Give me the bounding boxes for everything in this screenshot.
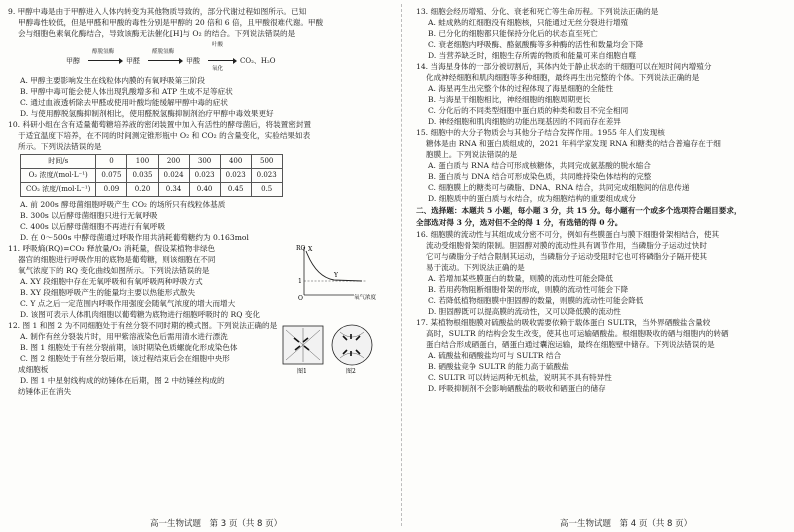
q17-option-b: B. 硒酸盐竞争 SULTR 的能力高于硫酸盐 xyxy=(428,362,569,371)
rq-point-x: X xyxy=(308,246,313,253)
q9-option-c: C. 通过血液透析除去甲醛或使用叶酸均能缓解甲醇中毒的症状 xyxy=(20,98,228,107)
q13-option-a: A. 蛙成熟的红细胞没有细胞核，只能通过无丝分裂进行增殖 xyxy=(428,18,629,27)
q16-option-c: C. 若降低植物细胞膜中胆固醇的数量，则膜的流动性可能会降低 xyxy=(428,296,644,305)
table-header-cell: 500 xyxy=(251,155,282,169)
pathway-node-products: CO₂、H₂O xyxy=(240,57,276,65)
q17-option-c: C. SULTR 可以转运两种无机盐，说明其不具有特异性 xyxy=(428,373,612,382)
q11-option-d: D. 该图可表示人体肌肉细胞以葡萄糖为底物进行细胞呼吸时的 RQ 变化 xyxy=(20,310,261,319)
q14-option-b: B. 与海星干细胞相比，神经细胞的细胞周期更长 xyxy=(428,95,591,104)
page-3-footer: 高一生物试题 第 3 页（共 8 页） xyxy=(150,519,283,529)
q17-stem-line1: 17. 某植物根细胞膜对硫酸盐的吸收需要依赖于载体蛋白 SULTR，当外界硒酸盐含量较 xyxy=(416,318,711,327)
q16-stem-line4: 易于流动。下列说法正确的是 xyxy=(426,263,525,272)
rq-y-label: RQ xyxy=(296,245,306,252)
table-cell: 0.023 xyxy=(220,169,251,183)
table-header-cell: 时间/s xyxy=(21,155,96,169)
question-11 xyxy=(8,243,380,320)
table-cell: 0.34 xyxy=(158,183,189,197)
q9-stem-line1: 9. 甲醇中毒是由于甲醇进入人体内转变为其他物质导致的，部分代谢过程如图所示。已知 xyxy=(8,7,307,16)
q16-option-a: A. 若增加某些膜蛋白的数量，则膜的流动性可能会降低 xyxy=(428,274,613,283)
q12-option-d: D. 图 1 中星射线构成的纺锤体在后期，图 2 中纺锤丝构成的 xyxy=(20,376,225,385)
q10-data-table xyxy=(20,154,283,197)
page-4-footer: 高一生物试题 第 4 页（共 8 页） xyxy=(560,519,693,529)
pathway-arrow-2 xyxy=(148,60,182,61)
q15-option-d: D. 细胞质中的蛋白质与水结合，成为细胞结构的重要组成成分 xyxy=(428,194,637,203)
q10-option-c: C. 400s 以后酵母菌细胞不再进行有氧呼吸 xyxy=(20,222,166,231)
q14-option-d: D. 神经细胞和肌肉细胞的功能出现基因的不同而存在差异 xyxy=(428,117,621,126)
pathway-node-formic-acid: 甲酸 xyxy=(186,57,200,65)
question-10 xyxy=(8,119,380,243)
table-header-cell: 100 xyxy=(127,155,158,169)
question-16 xyxy=(416,229,788,317)
table-cell: 0.09 xyxy=(96,183,127,197)
page-4-column xyxy=(416,6,788,514)
pathway-arrow-3 xyxy=(208,60,236,61)
q14-stem-line2: 化成神经细胞和肌肉细胞等多种细胞，最终再生出完整的个体。下列说法正确的是 xyxy=(426,73,700,82)
rq-x-label: 氧气浓度 xyxy=(354,295,377,301)
table-cell: O₂ 浓度/(mol·L⁻¹) xyxy=(21,169,96,183)
q16-stem-line3: 它可与磷脂分子结合限制其运动，当磷脂分子运动受阻时它也可将磷脂分子隔开使其 xyxy=(426,252,707,261)
question-17 xyxy=(416,317,788,394)
q16-stem-line2: 流动受细胞骨架的限制。胆固醇对膜的流动性具有调节作用，当磷脂分子运动过快时 xyxy=(426,241,707,250)
q12-option-b: B. 图 1 细胞处于有丝分裂前期，该时期染色质螺旋化形成染色体 xyxy=(20,343,238,352)
q12-option-d-cont: 纺锤体正在消失 xyxy=(18,387,72,396)
table-cell: CO₂ 浓度/(mol·L⁻¹) xyxy=(21,183,96,197)
question-14 xyxy=(416,61,788,127)
q15-stem-line1: 15. 细胞中的大分子物质会与其他分子结合发挥作用。1955 年人们发现核 xyxy=(416,128,665,137)
q11-stem-line1: 11. 呼吸熵(RQ)=CO₂ 释放量/O₂ 消耗量，假设某植物非绿色 xyxy=(8,244,216,253)
table-cell: 0.075 xyxy=(96,169,127,183)
pathway-node-methanol: 甲醇 xyxy=(66,57,80,65)
q11-option-b: B. XY 段细胞呼吸产生的能量均主要以热能形式散失 xyxy=(20,288,196,297)
q16-option-d: D. 胆固醇既可以提高膜的流动性，又可以降低膜的流动性 xyxy=(428,307,621,316)
q11-option-a: A. XY 段细胞中存在无氧呼吸和有氧呼吸两种呼吸方式 xyxy=(20,277,203,286)
table-row xyxy=(21,183,283,197)
table-cell: 0.45 xyxy=(220,183,251,197)
pathway-enzyme-1: 醇脱氢酶 xyxy=(92,49,115,55)
q9-stem-line2: 甲醇毒性较低，但是甲醛和甲酸的毒性分别是甲醇的 20 倍和 6 倍，且甲酸很难代谢。甲酸 xyxy=(18,18,324,27)
pathway-enzyme-2: 醛脱氢酶 xyxy=(152,49,175,55)
section-2-title-line2: 全部选对得 3 分，选对但不全的得 1 分，有选错的得 0 分。 xyxy=(416,218,623,227)
table-header-cell: 200 xyxy=(158,155,189,169)
q12-option-c: C. 图 2 细胞处于有丝分裂后期，该过程结束后会在细胞中央形 xyxy=(20,354,230,363)
q17-stem-line3: 蛋白结合形成硒蛋白，硒蛋白通过囊泡运输，最终在细胞壁中储存。下列说法错误的是 xyxy=(426,340,715,349)
section-2-title-line1: 二、选择题：本题共 5 小题，每小题 3 分，共 15 分。每小题有一个或多个选项符合题目要求， xyxy=(416,206,742,215)
methanol-pathway-diagram xyxy=(66,40,296,74)
q12-option-a: A. 制作有丝分裂装片时，用甲紫溶液染色后需用清水进行漂洗 xyxy=(20,332,228,341)
table-cell: 0.035 xyxy=(127,169,158,183)
page-divider xyxy=(401,4,402,526)
q10-option-a: A. 前 200s 酵母菌细胞呼吸产生 CO₂ 的场所只有线粒体基质 xyxy=(20,200,226,209)
table-cell: 0.5 xyxy=(251,183,282,197)
q10-stem-line2: 于适宜温度下培养，在不同的时间测定锥形瓶中 O₂ 和 CO₂ 的含量变化，实验结果如表 xyxy=(18,131,311,140)
q15-option-b: B. 蛋白质与 DNA 结合可形成染色质，共同维持染色体结构的完整 xyxy=(428,172,652,181)
figure-1-cell xyxy=(283,326,323,364)
pathway-cofactor-folate: 叶酸 xyxy=(212,42,224,48)
question-9 xyxy=(8,6,380,119)
table-cell: 0.023 xyxy=(251,169,282,183)
table-header-cell: 300 xyxy=(189,155,220,169)
q10-stem-line1: 10. 科研小组在含有适量葡萄糖培养液的密闭装置中加入有活性的酵母菌后，将装置密封置 xyxy=(8,120,312,129)
table-header-cell: 400 xyxy=(220,155,251,169)
question-13 xyxy=(416,6,788,61)
rq-origin: O xyxy=(298,295,303,301)
table-cell: 0.40 xyxy=(189,183,220,197)
q11-stem-line2: 器官的细胞进行呼吸作用的底物是葡萄糖，则该细胞在不同 xyxy=(18,255,216,264)
table-header-cell: 0 xyxy=(96,155,127,169)
question-15 xyxy=(416,127,788,204)
q16-option-b: B. 若用药物阻断细胞骨架的形成，则膜的流动性可能会下降 xyxy=(428,285,629,294)
q11-option-c: C. Y 点之后一定范围内呼吸作用强度会随氧气浓度的增大而增大 xyxy=(20,299,236,308)
q10-stem-line3: 所示。下列说法错误的是 xyxy=(18,142,102,151)
q10-option-d: D. 在 0～500s 中酵母菌通过呼吸作用共消耗葡萄糖约为 0.163mol xyxy=(20,233,249,242)
rq-curve-graph xyxy=(296,243,378,301)
q9-option-d: D. 与使用醇脱氢酶抑制剂相比，使用醛脱氢酶抑制剂治疗甲醇中毒效果更好 xyxy=(20,109,274,118)
q13-stem: 13. 细胞会经历增殖、分化、衰老和死亡等生命历程。下列说法正确的是 xyxy=(416,7,659,16)
figure-2-cell xyxy=(332,325,372,365)
q13-option-c: C. 衰老细胞内呼吸酶、酪氨酸酶等多种酶的活性和数量均会下降 xyxy=(428,40,644,49)
q9-option-b: B. 甲醇中毒可能会使人体出现乳酸增多和 ATP 生成不足等症状 xyxy=(20,87,233,96)
rq-one-tick: 1 xyxy=(298,278,302,285)
table-row xyxy=(21,169,283,183)
q11-stem-line3: 氧气浓度下的 RQ 变化曲线如图所示。下列说法错误的是 xyxy=(18,266,210,275)
figure-2-caption: 图2 xyxy=(346,368,356,375)
q9-option-a: A. 甲醇主要影响发生在线粒体内膜的有氧呼吸第三阶段 xyxy=(20,76,205,85)
q14-stem-line1: 14. 当海星身体的一部分被切割后，其体内处于静止状态的干细胞可以在短时间内增殖分 xyxy=(416,62,712,71)
pathway-oxidation: 氧化 xyxy=(212,66,224,72)
q17-stem-line2: 高时，SULTR 的结构会发生改变，使其也可运输硒酸盐。根细胞吸收的硒与细胞内的转硒 xyxy=(426,329,729,338)
q15-option-c: C. 细胞膜上的糖类可与磷脂、DNA、RNA 结合，共同完成细胞间的信息传递 xyxy=(428,183,690,192)
mitosis-figures xyxy=(280,320,376,376)
q13-option-b: B. 已分化的细胞都只能保持分化后的状态直至死亡 xyxy=(428,29,598,38)
table-cell: 0.024 xyxy=(158,169,189,183)
q15-option-a: A. 蛋白质与 RNA 结合可形成核糖体，共同完成氨基酸的脱水缩合 xyxy=(428,161,651,170)
rq-point-y: Y xyxy=(334,272,338,279)
q14-option-c: C. 分化后的不同类型细胞中蛋白质的种类和数目不完全相同 xyxy=(428,106,629,115)
table-cell: 0.20 xyxy=(127,183,158,197)
table-cell: 0.023 xyxy=(189,169,220,183)
q12-stem: 12. 图 1 和图 2 为不同细胞处于有丝分裂不同时期的模式图。下列说法正确的是 xyxy=(8,321,278,330)
q14-option-a: A. 海星再生出完整个体的过程体现了海星细胞的全能性 xyxy=(428,84,613,93)
q17-option-a: A. 硫酸盐和硒酸盐均可与 SULTR 结合 xyxy=(428,351,562,360)
q10-option-b: B. 300s 以后酵母菌细胞只进行无氧呼吸 xyxy=(20,211,158,220)
pathway-arrow-1 xyxy=(88,60,122,61)
page-3-column xyxy=(8,6,380,514)
q15-stem-line2: 糖体是由 RNA 和蛋白质组成的，2021 年科学家发现 RNA 和糖类的结合普遍存在于细 xyxy=(426,139,721,148)
table-header-row xyxy=(21,155,283,169)
q16-stem-line1: 16. 细胞膜的流动性与其组成成分密不可分，例如有些膜蛋白与膜下细胞骨架相结合，使其 xyxy=(416,230,720,239)
section-2-header xyxy=(416,205,788,228)
q13-option-d: D. 当营养缺乏时，细胞生存所需的物质和能量可来自细胞自噬 xyxy=(428,51,637,60)
q15-stem-line3: 胞膜上。下列说法错误的是 xyxy=(426,150,518,159)
q9-stem-line3: 会与细胞色素氧化酶结合，导致该酶无法催化[H]与 O₂ 的结合。下列说法错误的是 xyxy=(18,29,296,38)
figure-1-caption: 图1 xyxy=(297,368,307,375)
q12-option-c-cont: 成细胞板 xyxy=(18,365,49,374)
q17-option-d: D. 呼吸抑制剂不会影响硒酸盐的吸收和硒蛋白的储存 xyxy=(428,384,606,393)
pathway-node-formaldehyde: 甲醛 xyxy=(126,57,140,65)
question-12 xyxy=(8,320,380,397)
